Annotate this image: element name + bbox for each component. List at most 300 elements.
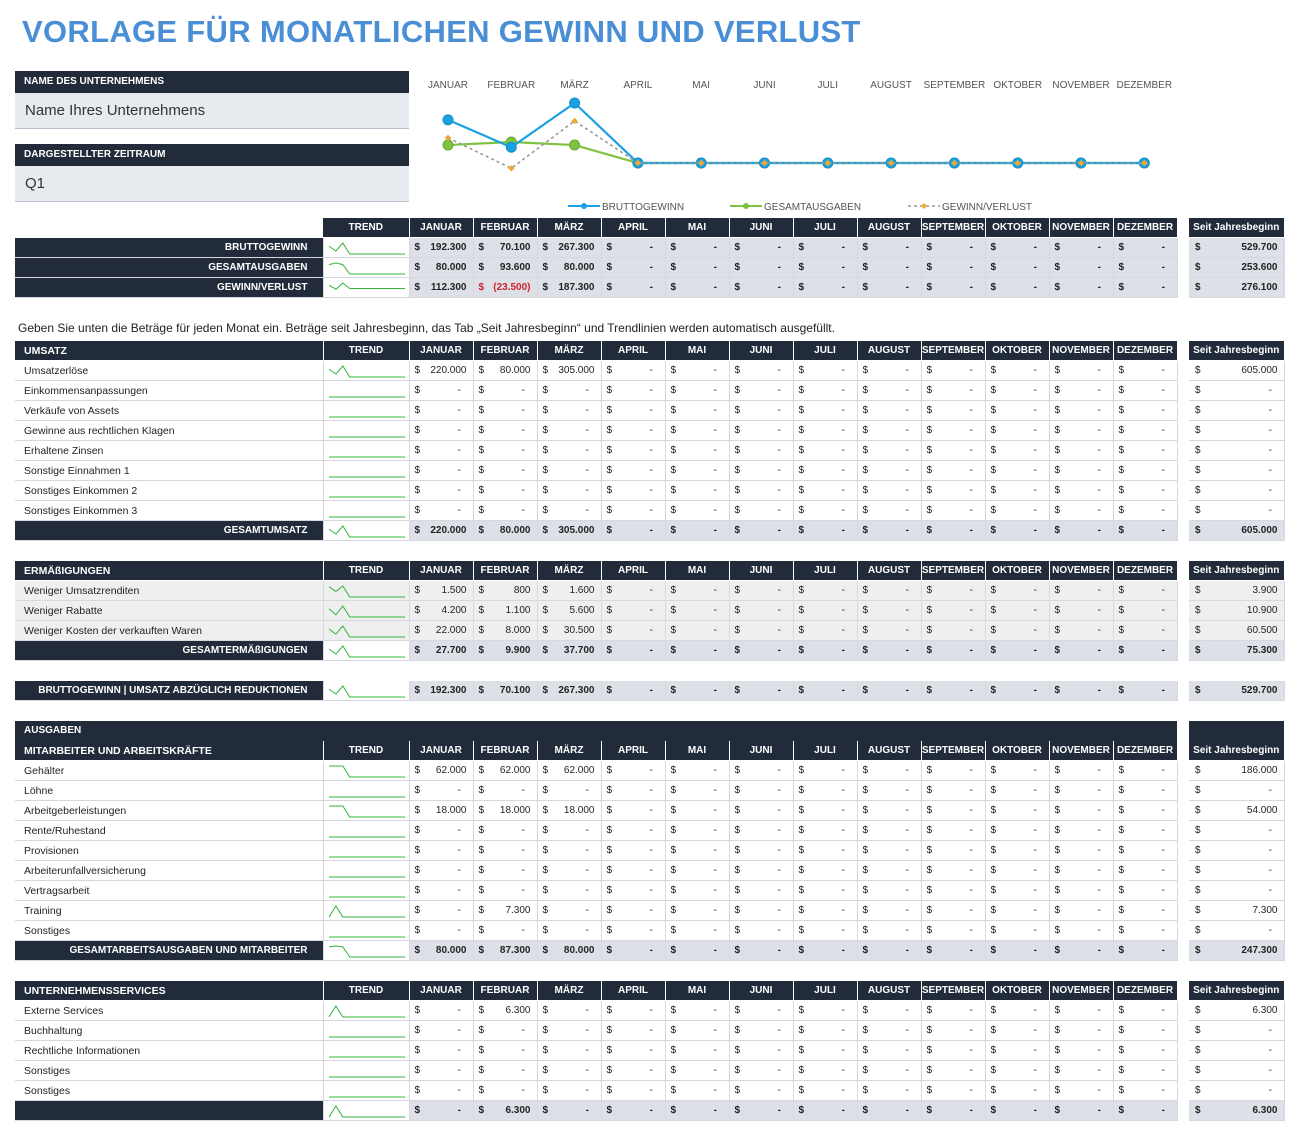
amount-cell[interactable]: $ -: [1113, 1081, 1177, 1101]
amount-cell[interactable]: $ -: [665, 781, 729, 801]
amount-cell[interactable]: $ -: [857, 761, 921, 781]
amount-cell[interactable]: $ -: [857, 1101, 921, 1121]
amount-cell[interactable]: $ -: [793, 501, 857, 521]
amount-cell[interactable]: $ -: [793, 761, 857, 781]
amount-cell[interactable]: $ -: [985, 1041, 1049, 1061]
amount-cell[interactable]: $ -: [601, 401, 665, 421]
amount-cell[interactable]: $ -: [857, 821, 921, 841]
amount-cell[interactable]: $ 80.000: [473, 361, 537, 381]
amount-cell[interactable]: $ -: [729, 941, 793, 961]
amount-cell[interactable]: $ -: [921, 921, 985, 941]
amount-cell[interactable]: $ -: [793, 1061, 857, 1081]
amount-cell[interactable]: $ -: [1113, 1061, 1177, 1081]
amount-cell[interactable]: $ -: [1049, 401, 1113, 421]
amount-cell[interactable]: $ 70.100: [473, 681, 537, 701]
amount-cell[interactable]: $ -: [601, 841, 665, 861]
amount-cell[interactable]: $ -: [665, 278, 729, 298]
amount-cell[interactable]: $ -: [729, 441, 793, 461]
amount-cell[interactable]: $ -: [409, 901, 473, 921]
amount-cell[interactable]: $ -: [793, 641, 857, 661]
amount-cell[interactable]: $ -: [921, 941, 985, 961]
amount-cell[interactable]: $ -: [409, 481, 473, 501]
amount-cell[interactable]: $ -: [1113, 681, 1177, 701]
amount-cell[interactable]: $ -: [665, 258, 729, 278]
amount-cell[interactable]: $ -: [793, 821, 857, 841]
amount-cell[interactable]: $ -: [409, 861, 473, 881]
amount-cell[interactable]: $ -: [1049, 821, 1113, 841]
amount-cell[interactable]: $ -: [985, 841, 1049, 861]
amount-cell[interactable]: $ -: [857, 801, 921, 821]
amount-cell[interactable]: $ -: [409, 501, 473, 521]
amount-cell[interactable]: $ 187.300: [537, 278, 601, 298]
amount-cell[interactable]: $ -: [1049, 581, 1113, 601]
amount-cell[interactable]: $ -: [1113, 841, 1177, 861]
amount-cell[interactable]: $ -: [665, 1101, 729, 1121]
amount-cell[interactable]: $ -: [537, 781, 601, 801]
amount-cell[interactable]: $ -: [921, 238, 985, 258]
amount-cell[interactable]: $ -: [665, 581, 729, 601]
amount-cell[interactable]: $ -: [473, 1041, 537, 1061]
amount-cell[interactable]: $ -: [665, 681, 729, 701]
amount-cell[interactable]: $ (23.500): [473, 278, 537, 298]
amount-cell[interactable]: $ -: [601, 421, 665, 441]
amount-cell[interactable]: $ -: [921, 1101, 985, 1121]
amount-cell[interactable]: $ 37.700: [537, 641, 601, 661]
amount-cell[interactable]: $ 30.500: [537, 621, 601, 641]
amount-cell[interactable]: $ -: [921, 621, 985, 641]
amount-cell[interactable]: $ -: [793, 521, 857, 541]
amount-cell[interactable]: $ -: [665, 641, 729, 661]
amount-cell[interactable]: $ -: [857, 681, 921, 701]
amount-cell[interactable]: $ -: [1113, 381, 1177, 401]
amount-cell[interactable]: $ -: [409, 441, 473, 461]
amount-cell[interactable]: $ -: [601, 1081, 665, 1101]
amount-cell[interactable]: $ -: [985, 781, 1049, 801]
amount-cell[interactable]: $ -: [665, 461, 729, 481]
amount-cell[interactable]: $ -: [409, 461, 473, 481]
amount-cell[interactable]: $ -: [409, 1001, 473, 1021]
amount-cell[interactable]: $ -: [601, 258, 665, 278]
amount-cell[interactable]: $ -: [1113, 601, 1177, 621]
amount-cell[interactable]: $ -: [793, 1001, 857, 1021]
amount-cell[interactable]: $ 8.000: [473, 621, 537, 641]
amount-cell[interactable]: $ -: [921, 601, 985, 621]
amount-cell[interactable]: $ -: [665, 761, 729, 781]
amount-cell[interactable]: $ -: [857, 841, 921, 861]
amount-cell[interactable]: $ -: [473, 421, 537, 441]
amount-cell[interactable]: $ -: [1049, 901, 1113, 921]
amount-cell[interactable]: $ -: [729, 381, 793, 401]
amount-cell[interactable]: $ 305.000: [537, 521, 601, 541]
amount-cell[interactable]: $ -: [921, 761, 985, 781]
amount-cell[interactable]: $ -: [793, 881, 857, 901]
amount-cell[interactable]: $ -: [537, 921, 601, 941]
amount-cell[interactable]: $ -: [985, 1081, 1049, 1101]
amount-cell[interactable]: $ 22.000: [409, 621, 473, 641]
amount-cell[interactable]: $ -: [1049, 421, 1113, 441]
amount-cell[interactable]: $ -: [857, 421, 921, 441]
amount-cell[interactable]: $ -: [793, 621, 857, 641]
amount-cell[interactable]: $ -: [985, 581, 1049, 601]
amount-cell[interactable]: $ -: [857, 921, 921, 941]
amount-cell[interactable]: $ -: [857, 881, 921, 901]
amount-cell[interactable]: $ -: [665, 941, 729, 961]
amount-cell[interactable]: $ -: [793, 461, 857, 481]
amount-cell[interactable]: $ -: [729, 461, 793, 481]
amount-cell[interactable]: $ -: [473, 781, 537, 801]
amount-cell[interactable]: $ -: [1049, 941, 1113, 961]
amount-cell[interactable]: $ -: [985, 641, 1049, 661]
amount-cell[interactable]: $ -: [1049, 361, 1113, 381]
amount-cell[interactable]: $ -: [793, 861, 857, 881]
amount-cell[interactable]: $ -: [921, 1001, 985, 1021]
amount-cell[interactable]: $ -: [473, 841, 537, 861]
amount-cell[interactable]: $ -: [921, 841, 985, 861]
amount-cell[interactable]: $ 80.000: [409, 258, 473, 278]
amount-cell[interactable]: $ -: [1113, 941, 1177, 961]
amount-cell[interactable]: $ -: [921, 861, 985, 881]
amount-cell[interactable]: $ -: [665, 621, 729, 641]
amount-cell[interactable]: $ -: [473, 1021, 537, 1041]
amount-cell[interactable]: $ -: [921, 381, 985, 401]
amount-cell[interactable]: $ -: [793, 1101, 857, 1121]
amount-cell[interactable]: $ -: [729, 361, 793, 381]
period-field[interactable]: Q1: [15, 166, 409, 202]
amount-cell[interactable]: $ -: [473, 921, 537, 941]
amount-cell[interactable]: $ -: [537, 861, 601, 881]
amount-cell[interactable]: $ -: [1113, 781, 1177, 801]
amount-cell[interactable]: $ -: [473, 481, 537, 501]
amount-cell[interactable]: $ -: [985, 441, 1049, 461]
amount-cell[interactable]: $ -: [601, 881, 665, 901]
amount-cell[interactable]: $ 800: [473, 581, 537, 601]
amount-cell[interactable]: $ -: [985, 461, 1049, 481]
amount-cell[interactable]: $ 93.600: [473, 258, 537, 278]
amount-cell[interactable]: $ -: [409, 821, 473, 841]
amount-cell[interactable]: $ -: [857, 1001, 921, 1021]
amount-cell[interactable]: $ 192.300: [409, 681, 473, 701]
amount-cell[interactable]: $ -: [729, 1101, 793, 1121]
amount-cell[interactable]: $ -: [793, 1081, 857, 1101]
amount-cell[interactable]: $ -: [601, 801, 665, 821]
amount-cell[interactable]: $ -: [857, 238, 921, 258]
amount-cell[interactable]: $ -: [1113, 641, 1177, 661]
amount-cell[interactable]: $ -: [1113, 761, 1177, 781]
amount-cell[interactable]: $ -: [1049, 441, 1113, 461]
amount-cell[interactable]: $ -: [985, 761, 1049, 781]
amount-cell[interactable]: $ -: [665, 421, 729, 441]
amount-cell[interactable]: $ -: [665, 821, 729, 841]
amount-cell[interactable]: $ 6.300: [473, 1001, 537, 1021]
amount-cell[interactable]: $ -: [665, 361, 729, 381]
amount-cell[interactable]: $ -: [921, 1021, 985, 1041]
amount-cell[interactable]: $ -: [857, 781, 921, 801]
amount-cell[interactable]: $ -: [537, 481, 601, 501]
amount-cell[interactable]: $ -: [857, 461, 921, 481]
amount-cell[interactable]: $ -: [665, 501, 729, 521]
amount-cell[interactable]: $ -: [793, 381, 857, 401]
amount-cell[interactable]: $ -: [985, 401, 1049, 421]
amount-cell[interactable]: $ -: [921, 1061, 985, 1081]
amount-cell[interactable]: $ -: [793, 941, 857, 961]
amount-cell[interactable]: $ -: [921, 521, 985, 541]
amount-cell[interactable]: $ -: [665, 601, 729, 621]
amount-cell[interactable]: $ -: [857, 1061, 921, 1081]
amount-cell[interactable]: $ -: [857, 381, 921, 401]
amount-cell[interactable]: $ -: [601, 601, 665, 621]
amount-cell[interactable]: $ -: [985, 421, 1049, 441]
amount-cell[interactable]: $ -: [857, 258, 921, 278]
amount-cell[interactable]: $ -: [921, 481, 985, 501]
amount-cell[interactable]: $ -: [921, 781, 985, 801]
amount-cell[interactable]: $ 62.000: [473, 761, 537, 781]
amount-cell[interactable]: $ -: [729, 1081, 793, 1101]
amount-cell[interactable]: $ -: [857, 361, 921, 381]
amount-cell[interactable]: $ -: [473, 461, 537, 481]
amount-cell[interactable]: $ -: [1049, 258, 1113, 278]
amount-cell[interactable]: $ -: [1113, 621, 1177, 641]
amount-cell[interactable]: $ 192.300: [409, 238, 473, 258]
amount-cell[interactable]: $ -: [601, 901, 665, 921]
amount-cell[interactable]: $ -: [665, 441, 729, 461]
amount-cell[interactable]: $ -: [985, 278, 1049, 298]
amount-cell[interactable]: $ -: [857, 901, 921, 921]
amount-cell[interactable]: $ -: [1049, 641, 1113, 661]
amount-cell[interactable]: $ -: [857, 501, 921, 521]
amount-cell[interactable]: $ -: [985, 258, 1049, 278]
amount-cell[interactable]: $ -: [857, 401, 921, 421]
amount-cell[interactable]: $ -: [793, 401, 857, 421]
amount-cell[interactable]: $ -: [793, 681, 857, 701]
amount-cell[interactable]: $ -: [793, 1041, 857, 1061]
amount-cell[interactable]: $ -: [537, 821, 601, 841]
amount-cell[interactable]: $ -: [793, 581, 857, 601]
amount-cell[interactable]: $ -: [729, 1021, 793, 1041]
amount-cell[interactable]: $ -: [601, 521, 665, 541]
amount-cell[interactable]: $ -: [473, 1061, 537, 1081]
amount-cell[interactable]: $ -: [1049, 921, 1113, 941]
amount-cell[interactable]: $ -: [537, 1061, 601, 1081]
amount-cell[interactable]: $ 7.300: [473, 901, 537, 921]
amount-cell[interactable]: $ -: [1049, 521, 1113, 541]
amount-cell[interactable]: $ -: [921, 421, 985, 441]
amount-cell[interactable]: $ 80.000: [409, 941, 473, 961]
amount-cell[interactable]: $ 305.000: [537, 361, 601, 381]
amount-cell[interactable]: $ -: [665, 1081, 729, 1101]
amount-cell[interactable]: $ -: [729, 1041, 793, 1061]
amount-cell[interactable]: $ -: [537, 381, 601, 401]
amount-cell[interactable]: $ -: [601, 1041, 665, 1061]
amount-cell[interactable]: $ -: [537, 1081, 601, 1101]
amount-cell[interactable]: $ -: [601, 278, 665, 298]
amount-cell[interactable]: $ -: [857, 278, 921, 298]
amount-cell[interactable]: $ -: [921, 461, 985, 481]
amount-cell[interactable]: $ -: [601, 481, 665, 501]
amount-cell[interactable]: $ -: [601, 361, 665, 381]
amount-cell[interactable]: $ -: [1113, 238, 1177, 258]
amount-cell[interactable]: $ -: [921, 361, 985, 381]
amount-cell[interactable]: $ -: [921, 641, 985, 661]
amount-cell[interactable]: $ 9.900: [473, 641, 537, 661]
amount-cell[interactable]: $ -: [537, 401, 601, 421]
amount-cell[interactable]: $ -: [601, 681, 665, 701]
amount-cell[interactable]: $ -: [601, 238, 665, 258]
amount-cell[interactable]: $ -: [985, 501, 1049, 521]
amount-cell[interactable]: $ -: [985, 1101, 1049, 1121]
amount-cell[interactable]: $ -: [1049, 501, 1113, 521]
amount-cell[interactable]: $ -: [409, 1041, 473, 1061]
amount-cell[interactable]: $ -: [857, 601, 921, 621]
amount-cell[interactable]: $ -: [1113, 278, 1177, 298]
amount-cell[interactable]: $ -: [921, 681, 985, 701]
amount-cell[interactable]: $ -: [729, 1001, 793, 1021]
amount-cell[interactable]: $ -: [857, 1081, 921, 1101]
amount-cell[interactable]: $ 62.000: [409, 761, 473, 781]
amount-cell[interactable]: $ -: [857, 1021, 921, 1041]
amount-cell[interactable]: $ -: [729, 501, 793, 521]
amount-cell[interactable]: $ -: [473, 1081, 537, 1101]
amount-cell[interactable]: $ -: [601, 1001, 665, 1021]
amount-cell[interactable]: $ -: [1113, 421, 1177, 441]
amount-cell[interactable]: $ -: [1049, 278, 1113, 298]
amount-cell[interactable]: $ -: [729, 881, 793, 901]
amount-cell[interactable]: $ -: [473, 381, 537, 401]
amount-cell[interactable]: $ -: [537, 461, 601, 481]
amount-cell[interactable]: $ -: [985, 238, 1049, 258]
amount-cell[interactable]: $ -: [729, 761, 793, 781]
amount-cell[interactable]: $ 5.600: [537, 601, 601, 621]
amount-cell[interactable]: $ -: [537, 1001, 601, 1021]
amount-cell[interactable]: $ 267.300: [537, 238, 601, 258]
amount-cell[interactable]: $ -: [1113, 1041, 1177, 1061]
amount-cell[interactable]: $ 80.000: [473, 521, 537, 541]
amount-cell[interactable]: $ -: [1113, 921, 1177, 941]
amount-cell[interactable]: $ -: [409, 1101, 473, 1121]
amount-cell[interactable]: $ -: [473, 861, 537, 881]
amount-cell[interactable]: $ -: [985, 881, 1049, 901]
amount-cell[interactable]: $ -: [665, 881, 729, 901]
amount-cell[interactable]: $ -: [601, 581, 665, 601]
amount-cell[interactable]: $ -: [537, 901, 601, 921]
amount-cell[interactable]: $ -: [601, 441, 665, 461]
amount-cell[interactable]: $ -: [857, 441, 921, 461]
amount-cell[interactable]: $ -: [537, 501, 601, 521]
amount-cell[interactable]: $ -: [601, 1021, 665, 1041]
amount-cell[interactable]: $ -: [793, 258, 857, 278]
amount-cell[interactable]: $ 62.000: [537, 761, 601, 781]
amount-cell[interactable]: $ -: [793, 238, 857, 258]
amount-cell[interactable]: $ -: [985, 941, 1049, 961]
amount-cell[interactable]: $ -: [1049, 861, 1113, 881]
amount-cell[interactable]: $ -: [921, 278, 985, 298]
amount-cell[interactable]: $ -: [1049, 621, 1113, 641]
amount-cell[interactable]: $ -: [729, 421, 793, 441]
amount-cell[interactable]: $ -: [793, 781, 857, 801]
amount-cell[interactable]: $ -: [1113, 258, 1177, 278]
amount-cell[interactable]: $ -: [793, 801, 857, 821]
amount-cell[interactable]: $ -: [409, 421, 473, 441]
amount-cell[interactable]: $ 1.500: [409, 581, 473, 601]
amount-cell[interactable]: $ -: [985, 521, 1049, 541]
amount-cell[interactable]: $ -: [729, 801, 793, 821]
amount-cell[interactable]: $ -: [1049, 881, 1113, 901]
amount-cell[interactable]: $ -: [601, 461, 665, 481]
amount-cell[interactable]: $ -: [409, 401, 473, 421]
amount-cell[interactable]: $ 80.000: [537, 941, 601, 961]
amount-cell[interactable]: $ -: [1113, 801, 1177, 821]
amount-cell[interactable]: $ -: [921, 1041, 985, 1061]
amount-cell[interactable]: $ -: [1049, 761, 1113, 781]
amount-cell[interactable]: $ 6.300: [473, 1101, 537, 1121]
amount-cell[interactable]: $ -: [601, 761, 665, 781]
amount-cell[interactable]: $ -: [921, 881, 985, 901]
amount-cell[interactable]: $ -: [665, 481, 729, 501]
amount-cell[interactable]: $ 220.000: [409, 521, 473, 541]
amount-cell[interactable]: $ -: [665, 1021, 729, 1041]
amount-cell[interactable]: $ -: [729, 601, 793, 621]
amount-cell[interactable]: $ -: [1049, 1001, 1113, 1021]
amount-cell[interactable]: $ -: [1049, 1021, 1113, 1041]
amount-cell[interactable]: $ -: [1113, 1001, 1177, 1021]
amount-cell[interactable]: $ -: [473, 881, 537, 901]
amount-cell[interactable]: $ -: [665, 1061, 729, 1081]
amount-cell[interactable]: $ -: [537, 421, 601, 441]
amount-cell[interactable]: $ -: [665, 1001, 729, 1021]
amount-cell[interactable]: $ -: [729, 258, 793, 278]
amount-cell[interactable]: $ -: [1049, 1061, 1113, 1081]
amount-cell[interactable]: $ -: [921, 1081, 985, 1101]
amount-cell[interactable]: $ -: [985, 381, 1049, 401]
amount-cell[interactable]: $ -: [793, 361, 857, 381]
amount-cell[interactable]: $ -: [921, 258, 985, 278]
company-name-field[interactable]: Name Ihres Unternehmens: [15, 93, 409, 129]
amount-cell[interactable]: $ -: [1049, 781, 1113, 801]
amount-cell[interactable]: $ -: [729, 481, 793, 501]
amount-cell[interactable]: $ -: [793, 901, 857, 921]
amount-cell[interactable]: $ -: [1049, 601, 1113, 621]
amount-cell[interactable]: $ -: [985, 481, 1049, 501]
amount-cell[interactable]: $ -: [1049, 381, 1113, 401]
amount-cell[interactable]: $ -: [665, 238, 729, 258]
amount-cell[interactable]: $ -: [921, 801, 985, 821]
amount-cell[interactable]: $ -: [409, 841, 473, 861]
amount-cell[interactable]: $ -: [665, 921, 729, 941]
amount-cell[interactable]: $ -: [729, 861, 793, 881]
amount-cell[interactable]: $ -: [921, 581, 985, 601]
amount-cell[interactable]: $ -: [409, 381, 473, 401]
amount-cell[interactable]: $ -: [409, 921, 473, 941]
amount-cell[interactable]: $ -: [985, 681, 1049, 701]
amount-cell[interactable]: $ -: [857, 641, 921, 661]
amount-cell[interactable]: $ 1.600: [537, 581, 601, 601]
amount-cell[interactable]: $ -: [1049, 1041, 1113, 1061]
amount-cell[interactable]: $ -: [1113, 1021, 1177, 1041]
amount-cell[interactable]: $ -: [1113, 441, 1177, 461]
amount-cell[interactable]: $ -: [1113, 861, 1177, 881]
amount-cell[interactable]: $ -: [537, 1101, 601, 1121]
amount-cell[interactable]: $ -: [793, 441, 857, 461]
amount-cell[interactable]: $ -: [729, 621, 793, 641]
amount-cell[interactable]: $ -: [1113, 1101, 1177, 1121]
amount-cell[interactable]: $ -: [921, 501, 985, 521]
amount-cell[interactable]: $ -: [921, 401, 985, 421]
amount-cell[interactable]: $ -: [985, 1061, 1049, 1081]
amount-cell[interactable]: $ 27.700: [409, 641, 473, 661]
amount-cell[interactable]: $ -: [601, 921, 665, 941]
amount-cell[interactable]: $ -: [921, 821, 985, 841]
amount-cell[interactable]: $ -: [857, 521, 921, 541]
amount-cell[interactable]: $ 70.100: [473, 238, 537, 258]
